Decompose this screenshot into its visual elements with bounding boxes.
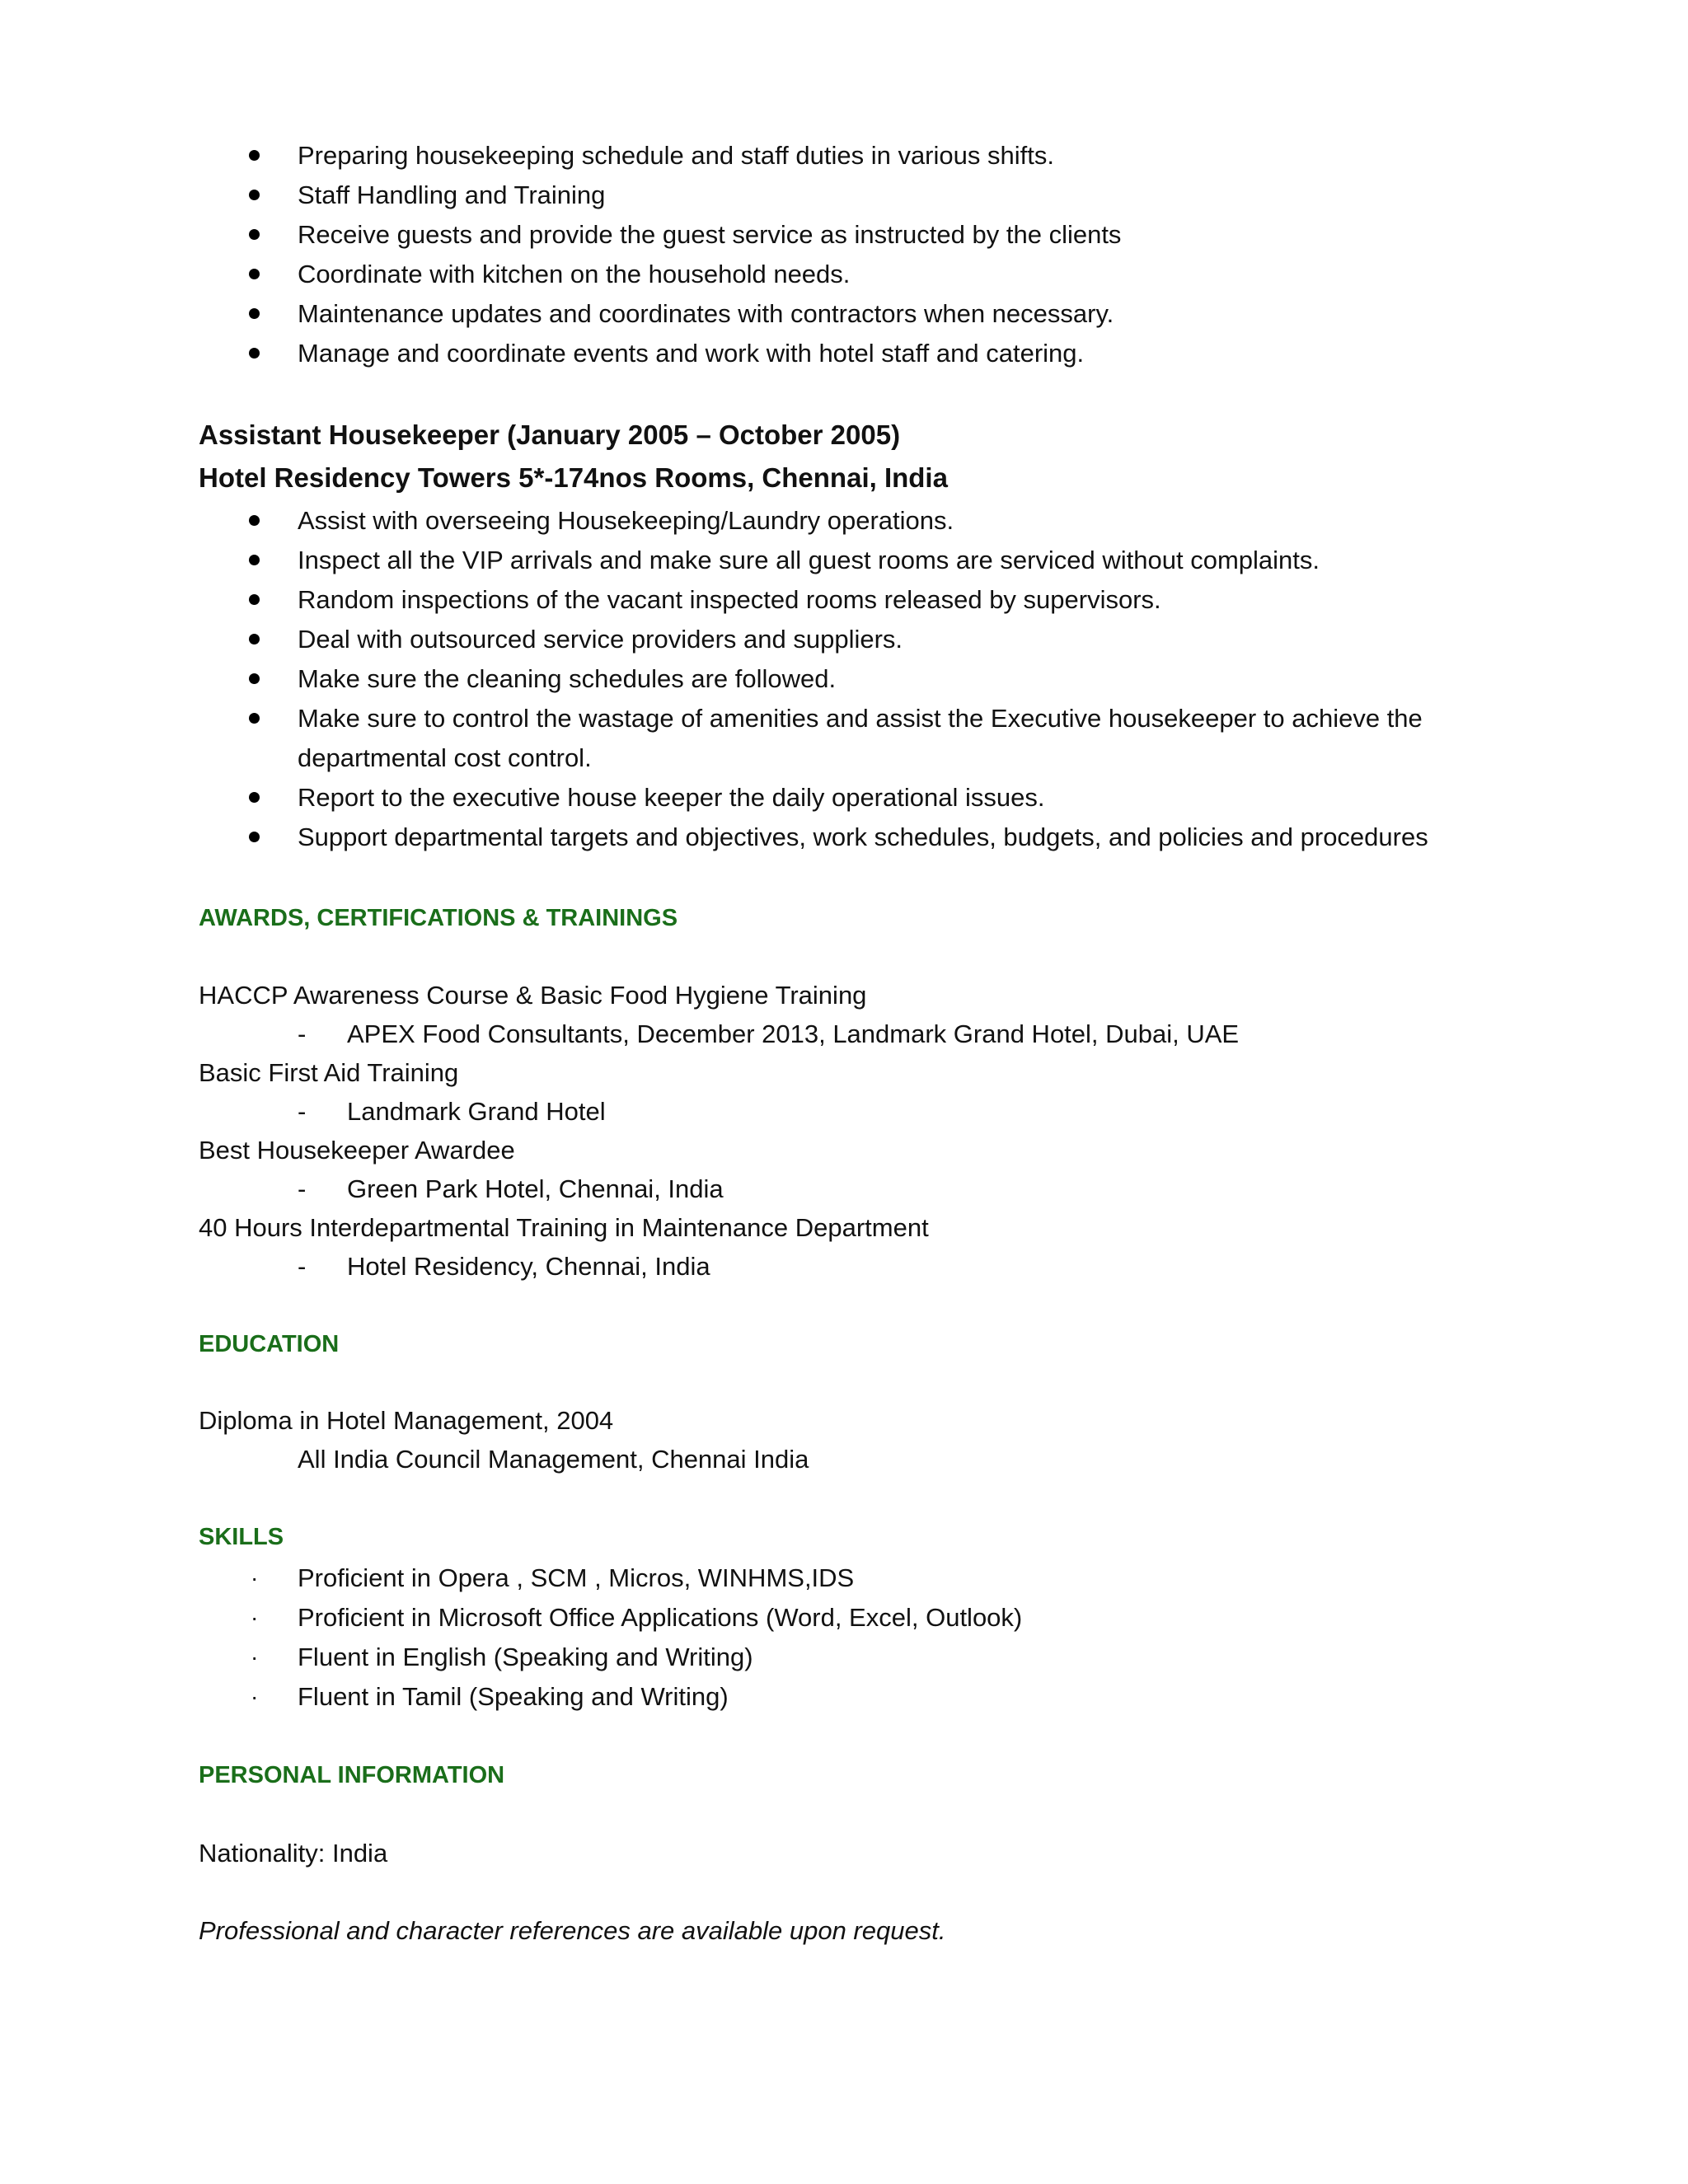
list-item (0, 1598, 1688, 1638)
skills-heading: SKILLS (199, 1524, 284, 1550)
duty-text: Deal with outsourced service providers and suppliers. (298, 625, 903, 654)
skill-text: Proficient in Opera , SCM , Micros, WINHMS,IDS (298, 1563, 855, 1592)
list-item (0, 659, 1688, 699)
duty-text: Inspect all the VIP arrivals and make sure all guest rooms are serviced without complaints. (298, 546, 1320, 574)
duty-text: Receive guests and provide the guest service as instructed by the clients (298, 220, 1122, 249)
awards-heading: AWARDS, CERTIFICATIONS & TRAININGS (199, 905, 678, 931)
bullet-icon (249, 832, 260, 842)
education-school: All India Council Management, Chennai India (298, 1445, 809, 1474)
bullet-icon (249, 792, 260, 803)
bullet-icon (249, 594, 260, 605)
bullet-icon: · (251, 1684, 259, 1709)
duty-text: Support departmental targets and objectives, work schedules, budgets, and policies and procedures (298, 823, 1428, 851)
list-item (0, 255, 1688, 294)
duty-text: Preparing housekeeping schedule and staff duties in various shifts. (298, 141, 1054, 170)
list-item (0, 294, 1688, 334)
bullet-icon (249, 634, 260, 644)
bullet-icon (249, 308, 260, 319)
duty-text: Manage and coordinate events and work with hotel staff and catering. (298, 339, 1085, 368)
bullet-icon (249, 150, 260, 161)
references-note: Professional and character references are available upon request. (199, 1916, 946, 1945)
award-name: Basic First Aid Training (199, 1058, 459, 1087)
award-name: 40 Hours Interdepartmental Training in Maintenance Department (199, 1213, 929, 1242)
duty-text: Random inspections of the vacant inspected rooms released by supervisors. (298, 585, 1161, 614)
bullet-icon (249, 673, 260, 684)
personal-heading: PERSONAL INFORMATION (199, 1762, 505, 1788)
list-item (0, 1638, 1688, 1677)
bullet-icon (249, 515, 260, 526)
dash-marker: - (298, 1174, 307, 1203)
list-item (0, 334, 1688, 373)
skills-list (0, 1558, 1688, 1717)
list-item (0, 580, 1688, 620)
duty-text: Report to the executive house keeper the daily operational issues. (298, 783, 1045, 812)
list-item (0, 1558, 1688, 1598)
job-employer: Hotel Residency Towers 5*-174nos Rooms, Chennai, India (199, 462, 948, 493)
list-item (0, 176, 1688, 215)
bullet-icon: · (251, 1565, 259, 1591)
award-detail: Hotel Residency, Chennai, India (347, 1252, 710, 1281)
bullet-icon: · (251, 1644, 259, 1670)
dash-marker: - (298, 1252, 307, 1281)
award-name: Best Housekeeper Awardee (199, 1136, 515, 1165)
award-name: HACCP Awareness Course & Basic Food Hygiene Training (199, 981, 867, 1010)
list-item (0, 215, 1688, 255)
list-item (0, 699, 1688, 778)
skill-text: Fluent in Tamil (Speaking and Writing) (298, 1682, 729, 1711)
job-title: Assistant Housekeeper (January 2005 – October 2005) (199, 419, 901, 450)
nationality-text: Nationality: India (199, 1839, 388, 1868)
bullet-icon: · (251, 1605, 259, 1630)
duty-text: Assist with overseeing Housekeeping/Laundry operations. (298, 506, 954, 535)
list-item (0, 1677, 1688, 1717)
dash-marker: - (298, 1097, 307, 1126)
education-heading: EDUCATION (199, 1331, 340, 1357)
duty-text: Coordinate with kitchen on the household needs. (298, 260, 851, 288)
award-detail: Landmark Grand Hotel (347, 1097, 606, 1126)
duty-text: Make sure to control the wastage of amenities and assist the Executive housekeeper to achieve the departmental cost control. (298, 704, 1423, 772)
list-item (0, 541, 1688, 580)
duty-text: Staff Handling and Training (298, 180, 606, 209)
list-item (0, 501, 1688, 541)
education-degree: Diploma in Hotel Management, 2004 (199, 1406, 614, 1435)
intro-duties-list (0, 136, 1688, 373)
duty-text: Maintenance updates and coordinates with contractors when necessary. (298, 299, 1114, 328)
bullet-icon (249, 269, 260, 279)
bullet-icon (249, 229, 260, 240)
skill-text: Fluent in English (Speaking and Writing) (298, 1643, 753, 1671)
list-item (0, 620, 1688, 659)
list-item (0, 778, 1688, 818)
skill-text: Proficient in Microsoft Office Applications (Word, Excel, Outlook) (298, 1603, 1023, 1632)
award-detail: Green Park Hotel, Chennai, India (347, 1174, 724, 1203)
bullet-icon (249, 190, 260, 200)
bullet-icon (249, 348, 260, 359)
duty-text: Make sure the cleaning schedules are followed. (298, 664, 837, 693)
award-detail: APEX Food Consultants, December 2013, Landmark Grand Hotel, Dubai, UAE (347, 1019, 1240, 1048)
bullet-icon (249, 713, 260, 724)
list-item (0, 136, 1688, 176)
job-duties-list (0, 501, 1688, 857)
bullet-icon (249, 555, 260, 565)
dash-marker: - (298, 1019, 307, 1048)
list-item (0, 818, 1688, 857)
